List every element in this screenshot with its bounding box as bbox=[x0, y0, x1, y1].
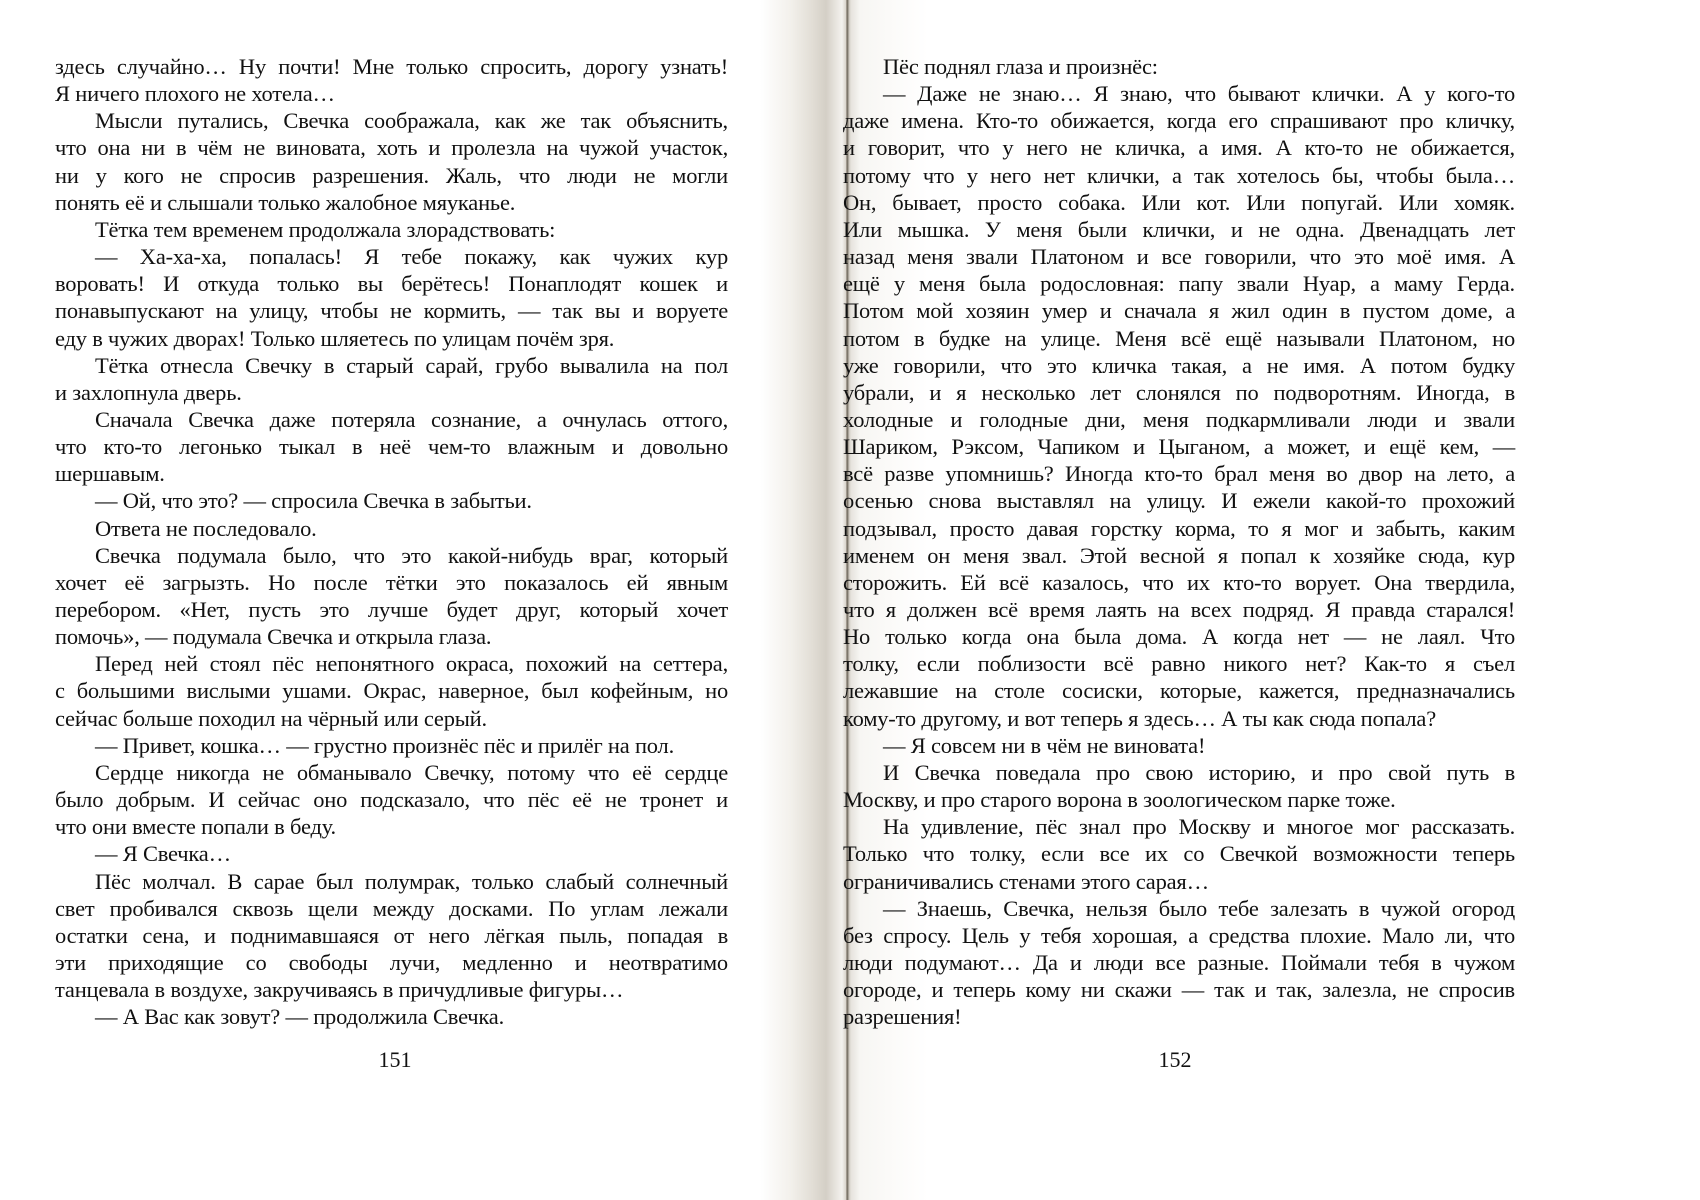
text-line: перебором. «Нет, пусть это лучше будет друг, который хочет bbox=[55, 597, 728, 622]
text-line: даже имена. Кто-то обижается, когда его спрашивают про кличку, bbox=[843, 108, 1515, 134]
text-line: здесь случайно… Ну почти! Мне только спросить, дорогу узнать! bbox=[55, 54, 728, 79]
text-line: разрешения! bbox=[843, 1004, 962, 1030]
text-line: — Ха-ха-ха, попалась! Я тебе покажу, как чужих кур bbox=[95, 244, 728, 270]
text-line: и захлопнула дверь. bbox=[55, 379, 242, 405]
text-line: Москву, и про старого ворона в зоологическом парке тоже. bbox=[843, 787, 1396, 813]
text-line: лежавшие на столе сосиски, которые, кажется, предназначались bbox=[843, 678, 1515, 704]
text-line: понять её и слышали только жалобное мяуканье. bbox=[55, 189, 516, 215]
text-line: Тётка отнесла Свечку в старый сарай, грубо вывалила на пол bbox=[95, 352, 728, 378]
text-line: ещё у меня была родословная: папу звали Нуар, а маму Герда. bbox=[843, 271, 1515, 297]
text-line: что она ни в чём не виновата, хоть и пролезла на чужой участок, bbox=[55, 135, 728, 161]
text-line: Ответа не последовало. bbox=[95, 515, 317, 541]
text-line: с большими вислыми ушами. Окрас, наверное, был кофейным, но bbox=[55, 678, 728, 704]
text-line: Пёс молчал. В сарае был полумрак, только слабый солнечный bbox=[95, 868, 728, 894]
page-number-right: 152 bbox=[1158, 1047, 1192, 1072]
text-line: — Знаешь, Свечка, нельзя было тебе залезать в чужой огород bbox=[883, 895, 1515, 921]
text-line: остатки сена, и поднимавшаяся от него лёгкая пыль, попадая в bbox=[55, 922, 728, 948]
text-line: назад меня звали Платоном и все говорили, что это моё имя. А bbox=[843, 244, 1515, 270]
text-line: Но только когда она была дома. А когда нет — не лаял. Что bbox=[843, 624, 1515, 650]
text-line: именем он меня звал. Этой весной я попал к хозяйке сюда, кур bbox=[843, 542, 1515, 568]
text-line: люди подумают… Да и люди все разные. Поймали тебя в чужом bbox=[843, 949, 1515, 975]
text-line: Или мышка. У меня были клички, и не одна. Двенадцать лет bbox=[843, 216, 1515, 242]
text-line: — Я Свечка… bbox=[95, 841, 231, 867]
text-line: хочет её загрызть. Но после тётки это показалось ей явным bbox=[55, 569, 728, 595]
text-line: На удивление, пёс знал про Москву и многое мог рассказать. bbox=[883, 814, 1515, 840]
text-line: кому-то другому, и вот теперь я здесь… А ты как сюда попала? bbox=[843, 705, 1436, 731]
text-line: Только что толку, если все их со Свечкой возможности теперь bbox=[843, 841, 1515, 867]
text-line: Свечка подумала было, что это какой-нибудь враг, который bbox=[95, 542, 728, 568]
text-line: — Даже не знаю… Я знаю, что бывают клички. А у кого-то bbox=[883, 81, 1515, 107]
text-line: потому что у него нет клички, а так хотелось бы, чтобы была… bbox=[843, 162, 1515, 188]
text-line: толку, если поблизости всё равно никого нет? Как-то я съел bbox=[843, 651, 1515, 677]
text-line: Сначала Свечка даже потеряла сознание, а очнулась оттого, bbox=[95, 406, 728, 432]
text-line: Тётка тем временем продолжала злорадствовать: bbox=[95, 216, 556, 242]
text-line: воровать! И откуда только вы берётесь! Понаплодят кошек и bbox=[55, 271, 728, 297]
text-line: сторожить. Ей всё казалось, что их кто-то ворует. Она твердила, bbox=[843, 569, 1515, 595]
text-line: сейчас больше походил на чёрный или серый. bbox=[55, 705, 487, 731]
text-line: Шариком, Рэксом, Чапиком и Цыганом, а может, и ещё кем, — bbox=[843, 434, 1515, 460]
text-line: было добрым. И сейчас оно подсказало, что пёс её не тронет и bbox=[55, 787, 728, 813]
text-line: Потом мой хозяин умер и сначала я жил один в пустом доме, а bbox=[843, 298, 1515, 324]
text-line: подзывал, просто давая горстку корма, то я мог и забыть, каким bbox=[843, 515, 1515, 541]
left-page bbox=[0, 0, 848, 1200]
text-line: понавыпускают на улицу, чтобы не кормить, — так вы и воруете bbox=[55, 298, 728, 324]
text-line: шершавым. bbox=[55, 461, 165, 487]
text-line: без спросу. Цель у тебя хорошая, а средства плохие. Мало ли, что bbox=[843, 922, 1515, 948]
text-line: ограничивались стенами этого сарая… bbox=[843, 868, 1209, 894]
text-line: всё разве упомнишь? Иногда кто-то брал меня во двор на лето, а bbox=[843, 461, 1515, 487]
text-line: — Привет, кошка… — грустно произнёс пёс и прилёг на пол. bbox=[95, 732, 675, 758]
text-line: убрали, и я несколько лет слонялся по подворотням. Иногда, в bbox=[843, 379, 1515, 405]
page-number-left: 151 bbox=[378, 1047, 412, 1072]
text-line: уже говорили, что это кличка такая, а не имя. А потом будку bbox=[843, 352, 1515, 378]
text-line: Сердце никогда не обманывало Свечку, потому что её сердце bbox=[95, 759, 728, 785]
text-line: помочь», — подумала Свечка и открыла глаза. bbox=[55, 624, 492, 650]
text-line: Я ничего плохого не хотела… bbox=[55, 81, 335, 107]
text-line: танцевала в воздухе, закручиваясь в причудливые фигуры… bbox=[55, 977, 624, 1003]
text-line: огороде, и теперь кому ни скажи — так и так, залезла, не спросив bbox=[843, 977, 1515, 1003]
text-line: свет пробивался сквозь щели между досками. По углам лежали bbox=[55, 895, 728, 921]
text-line: И Свечка поведала про свою историю, и про свой путь в bbox=[883, 759, 1515, 785]
text-line: — А Вас как зовут? — продолжила Свечка. bbox=[95, 1004, 505, 1030]
text-line: Мысли путались, Свечка соображала, как же так объяснить, bbox=[95, 108, 728, 134]
text-line: потом в будке на улице. Меня всё ещё называли Платоном, но bbox=[843, 325, 1515, 351]
text-line: ни у кого не спросив разрешения. Жаль, что люди не могли bbox=[55, 162, 728, 188]
text-line: — Ой, что это? — спросила Свечка в забытьи. bbox=[95, 488, 532, 514]
text-line: и говорит, что у него не кличка, а имя. А кто-то не обижается, bbox=[843, 135, 1515, 161]
text-line: осенью снова выставлял на улицу. И ежели какой-то прохожий bbox=[843, 488, 1515, 514]
text-line: что я должен всё время лаять на всех подряд. Я правда старался! bbox=[843, 597, 1515, 622]
text-line: Перед ней стоял пёс непонятного окраса, похожий на сеттера, bbox=[95, 651, 728, 677]
text-line: что они вместе попали в беду. bbox=[55, 814, 336, 840]
text-line: Пёс поднял глаза и произнёс: bbox=[883, 54, 1158, 79]
text-line: эти приходящие со свободы лучи, медленно и неотвратимо bbox=[55, 949, 728, 975]
text-line: что кто-то легонько тыкал в неё чем-то влажным и довольно bbox=[55, 434, 728, 460]
text-line: Он, бывает, просто собака. Или кот. Или попугай. Или хомяк. bbox=[843, 189, 1515, 215]
text-line: холодные и голодные дни, меня подкармливали люди и звали bbox=[843, 406, 1515, 432]
text-line: — Я совсем ни в чём не виновата! bbox=[883, 732, 1206, 758]
text-line: еду в чужих дворах! Только шляетесь по улицам почём зря. bbox=[55, 325, 615, 351]
